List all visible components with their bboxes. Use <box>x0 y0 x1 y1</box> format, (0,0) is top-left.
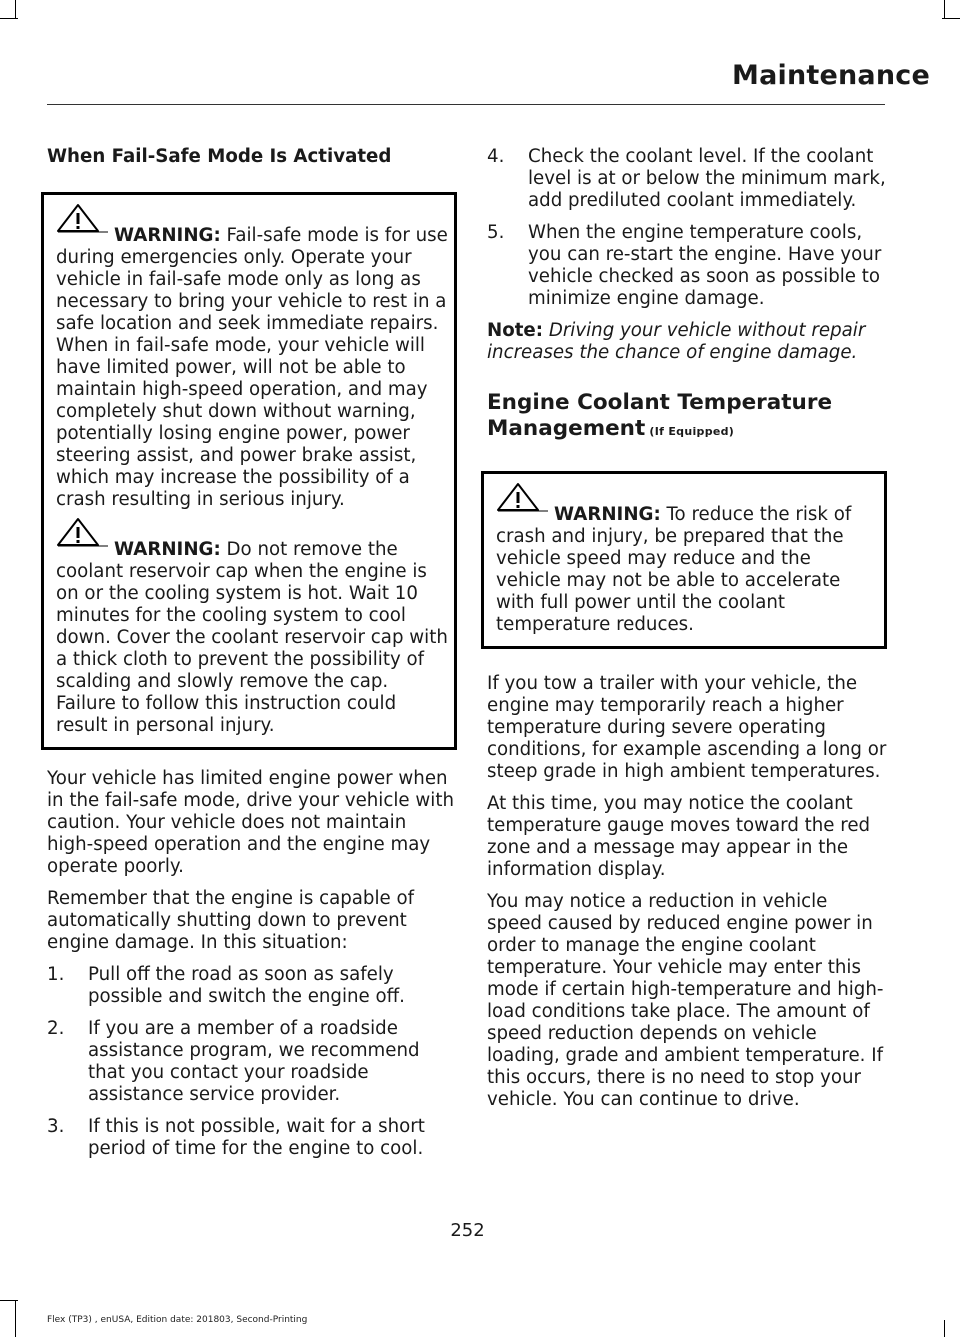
step-text: If this is not possible, wait for a short period of time for the engine to cool. <box>88 1116 425 1159</box>
step-number: 5. <box>487 222 505 243</box>
step-text: Pull off the road as soon as safely possible and switch the engine off. <box>88 964 405 1007</box>
step-text: Check the coolant level. If the coolant level is at or below the minimum mark, add prediluted coolant immediately. <box>528 146 886 211</box>
note <box>487 320 887 364</box>
heading-qualifier: (If Equipped) <box>645 425 735 438</box>
step-number: 3. <box>47 1116 65 1137</box>
header-divider <box>47 104 885 105</box>
warning-triangle-icon <box>54 517 108 547</box>
step-text: When the engine temperature cools, you can re-start the engine. Have your vehicle checked as soon as possible to minimize engine damage. <box>528 222 882 309</box>
footer-edition: Flex (TP3) , enUSA, Edition date: 201803, Second-Printing <box>47 1315 308 1325</box>
crop-mark <box>944 0 945 18</box>
page-title: Maintenance <box>732 60 930 91</box>
step-text: If you are a member of a roadside assistance program, we recommend that you contact your roadside assistance service provider. <box>88 1018 420 1105</box>
list-item <box>47 1116 457 1160</box>
heading-text: Engine Coolant Temperature Management <box>487 390 833 441</box>
warning-item <box>56 539 448 737</box>
body-paragraph: Remember that the engine is capable of automatically shutting down to prevent engine damage. In this situation: <box>47 888 415 953</box>
step-number: 1. <box>47 964 65 985</box>
warning-text: Fail-safe mode is for use during emergencies only. Operate your vehicle in fail-safe mode only as long as necessary to bring your vehicle to rest in a safe location and seek immediate repairs. When in fail-safe mode, your vehicle will have limited power, will not be able to maintain high-speed operation, and may completely shut down without warning, potentially losing engine power, power steering assist, and power brake assist, which may increase the possibility of a crash resulting in serious injury. <box>56 225 448 510</box>
warning-item <box>56 225 448 511</box>
steps-list <box>47 964 457 1160</box>
crop-mark <box>0 1300 18 1301</box>
body-paragraph: You may notice a reduction in vehicle speed caused by reduced engine power in order to manage the engine coolant temperature. Your vehicle may enter this mode if certain high-temperature and high-load conditions take place. The amount of speed reduction depends on vehicle loading, grade and ambient temperature. If this occurs, there is no need to stop your vehicle. You can continue to drive. <box>487 891 884 1110</box>
warning-box <box>41 192 457 750</box>
body-paragraph: If you tow a trailer with your vehicle, the engine may temporarily reach a higher temperature during severe operating conditions, for example ascending a long or steep grade in high ambient temperatures. <box>487 673 887 782</box>
section-heading <box>487 390 887 445</box>
list-item <box>47 1018 457 1106</box>
warning-text: Do not remove the coolant reservoir cap when the engine is on or the cooling system is hot. Wait 10 minutes for the cooling system to cool down. Cover the coolant reservoir cap with a thick cloth to prevent the possibility of scalding and slowly remove the cap. Failure to follow this instruction could result in personal injury. <box>56 539 448 736</box>
left-column <box>47 146 457 1170</box>
crop-mark <box>0 18 18 19</box>
step-number: 4. <box>487 146 505 167</box>
step-number: 2. <box>47 1018 65 1039</box>
note-text: Driving your vehicle without repair increases the chance of engine damage. <box>487 320 866 363</box>
warning-box <box>481 471 887 649</box>
crop-mark <box>15 0 16 18</box>
crop-mark <box>944 1320 945 1337</box>
note-label: Note: <box>487 320 544 341</box>
right-column <box>487 146 887 1121</box>
list-item <box>487 146 887 212</box>
warning-triangle-icon <box>494 482 548 512</box>
steps-list <box>487 146 887 310</box>
list-item <box>487 222 887 310</box>
body-paragraph: Your vehicle has limited engine power when in the fail-safe mode, drive your vehicle with caution. Your vehicle does not maintain high-speed operation and the engine may operate poorly. <box>47 768 454 877</box>
crop-mark <box>942 18 960 19</box>
list-item <box>47 964 457 1008</box>
warning-label: WARNING: <box>554 504 661 525</box>
warning-label: WARNING: <box>114 225 221 246</box>
warning-triangle-icon <box>54 203 108 233</box>
section-subheading: When Fail-Safe Mode Is Activated <box>47 146 392 167</box>
page-number: 252 <box>450 1220 485 1241</box>
warning-item <box>496 504 878 636</box>
warning-label: WARNING: <box>114 539 221 560</box>
body-paragraph: At this time, you may notice the coolant temperature gauge moves toward the red zone and a message may appear in the information display. <box>487 793 871 880</box>
crop-mark <box>15 1300 16 1337</box>
warning-text: To reduce the risk of crash and injury, be prepared that the vehicle speed may reduce and the vehicle may not be able to accelerate with full power until the coolant temperature reduces. <box>496 504 852 635</box>
